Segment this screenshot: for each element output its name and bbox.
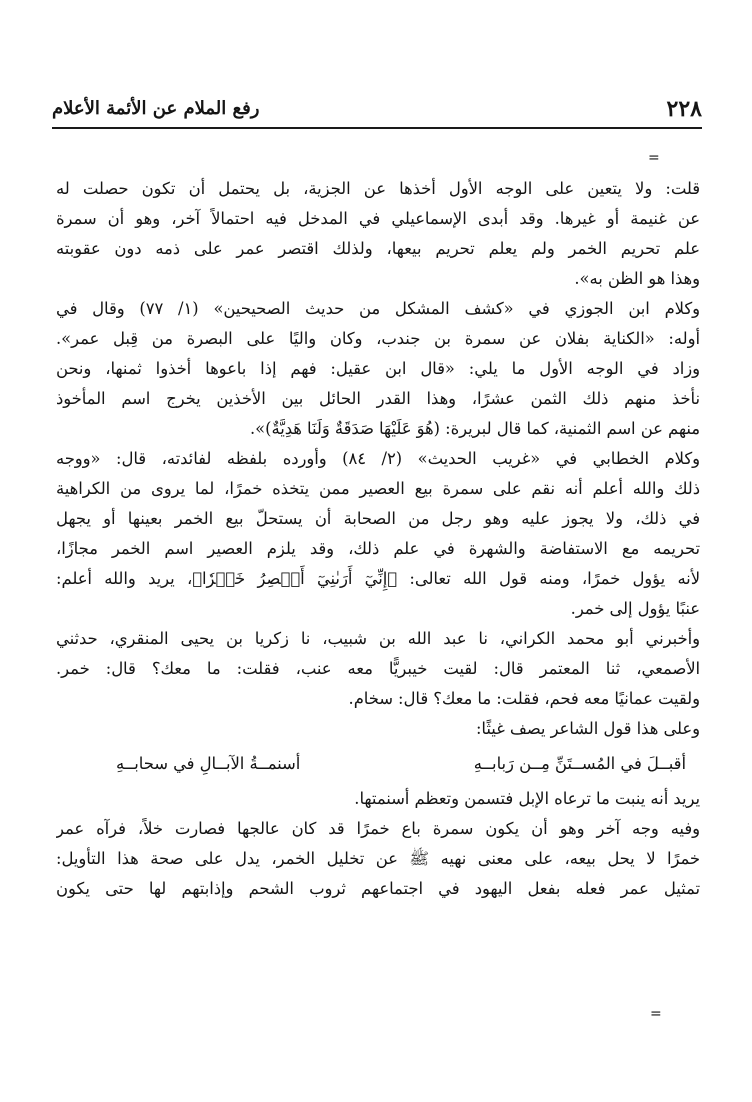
text-line: وكلام الخطابي في «غريب الحديث» (٢/ ٨٤) وأورده بلفظه لفائدته، قال: «ووجه — [56, 449, 700, 468]
text-line: الأصمعي، ثنا المعتمر قال: لقيت خيبريًّا معه عنب، فقلت: ما معك؟ قال: خمر. — [56, 659, 700, 678]
running-title: رفع الملام عن الأئمة الأعلام — [52, 98, 260, 119]
text-line: وكلام ابن الجوزي في «كشف المشكل من حديث الصحيحين» (١/ ٧٧) وقال في — [56, 299, 700, 318]
text-line: عنبًا يؤول إلى خمر. — [570, 599, 700, 618]
text-line: يريد أنه ينبت ما ترعاه الإبل فتسمن وتعظم أسنمتها. — [354, 789, 700, 808]
text-line: قلت: ولا يتعين على الوجه الأول أخذها عن الجزية، بل يحتمل أن تكون حصلت له — [56, 179, 700, 198]
verse-first-hemistich: أقبــلَ في المُســتَنِّ مِــن رَبابــهِ — [473, 754, 686, 773]
text-line: وعلى هذا قول الشاعر يصف غيثًا: — [475, 719, 700, 738]
text-line: تحريمه مع الاستفاضة والشهرة في علم ذلك، وقد يلزم العصير اسم الخمر مجازًا، — [56, 539, 700, 558]
text-line: في ذلك، ولا يجوز عليه وهو رجل من الصحابة أن يستحلّ بيع الخمر بعينها أو يجهل — [56, 509, 700, 528]
continuation-mark-top: = — [648, 150, 660, 166]
text-line: وفيه وجه آخر وهو أن يكون سمرة باع خمرًا قد كان عالجها فصارت خلاً، فرآه عمر — [56, 819, 700, 838]
text-line: لأنه يؤول خمرًا، ومنه قول الله تعالى: ﴿إِنِّيٓ أَرَىٰنِيٓ أَعۡصِرُ خَمۡرٗا﴾، يريد والله أعلم: — [56, 569, 700, 588]
page-header — [52, 94, 702, 124]
text-line: ذلك والله أعلم أنه نقم على سمرة بيع العصير ممن يتخذه خمرًا، لما يروى من الكراهية — [56, 479, 700, 498]
poetry-verse — [56, 744, 700, 784]
text-line: ولقيت عمانيًا معه فحم، فقلت: ما معك؟ قال: سخام. — [348, 689, 700, 708]
page-number: ٢٢٨ — [666, 96, 702, 122]
text-line: خمرًا لا يحل بيعه، على معنى نهيه ﷺ عن تخليل الخمر، يدل على صحة هذا التأويل: — [56, 849, 700, 868]
header-rule — [52, 127, 702, 129]
text-line: أوله: «الكناية بفلان عن سمرة بن جندب، وكان واليًا على البصرة من قِبل عمر». — [56, 329, 700, 348]
text-line: نأخذ منهم ذلك الثمن عشرًا، وهذا القدر الحائل بين الأخذين يخرج اسم المأخوذ — [56, 389, 700, 408]
text-line: تمثيل عمر فعله بفعل اليهود في اجتماعهم ثروب الشحم وإذابتهم لها حتى يكون — [56, 879, 700, 898]
text-line: وهذا هو الظن به». — [574, 269, 700, 288]
text-line: علم تحريم الخمر ولم يعلم تحريم بيعها، ولذلك اقتصر عمر على ذمه دون عقوبته — [56, 239, 700, 258]
verse-second-hemistich: أسنمــةُ الآبــالِ في سحابــهِ — [116, 754, 301, 773]
text-line: وزاد في الوجه الأول ما يلي: «قال ابن عقيل: فهم إذا باعوها أخذوا ثمنها، ونحن — [56, 359, 700, 378]
body-text — [56, 174, 700, 904]
continuation-mark-bottom: = — [650, 1006, 662, 1022]
text-line: عن غنيمة أو غيرها. وقد أبدى الإسماعيلي في المدخل فيه احتمالاً آخر، وهو أن سمرة — [56, 209, 700, 228]
text-line: وأخبرني أبو محمد الكراني، نا عبد الله بن شبيب، نا زكريا بن يحيى المنقري، حدثني — [56, 629, 700, 648]
text-line: منهم عن اسم الثمنية، كما قال لبريرة: (هُوَ عَلَيْهَا صَدَقَةٌ وَلَنَا هَدِيَّةٌ)». — [249, 419, 700, 438]
